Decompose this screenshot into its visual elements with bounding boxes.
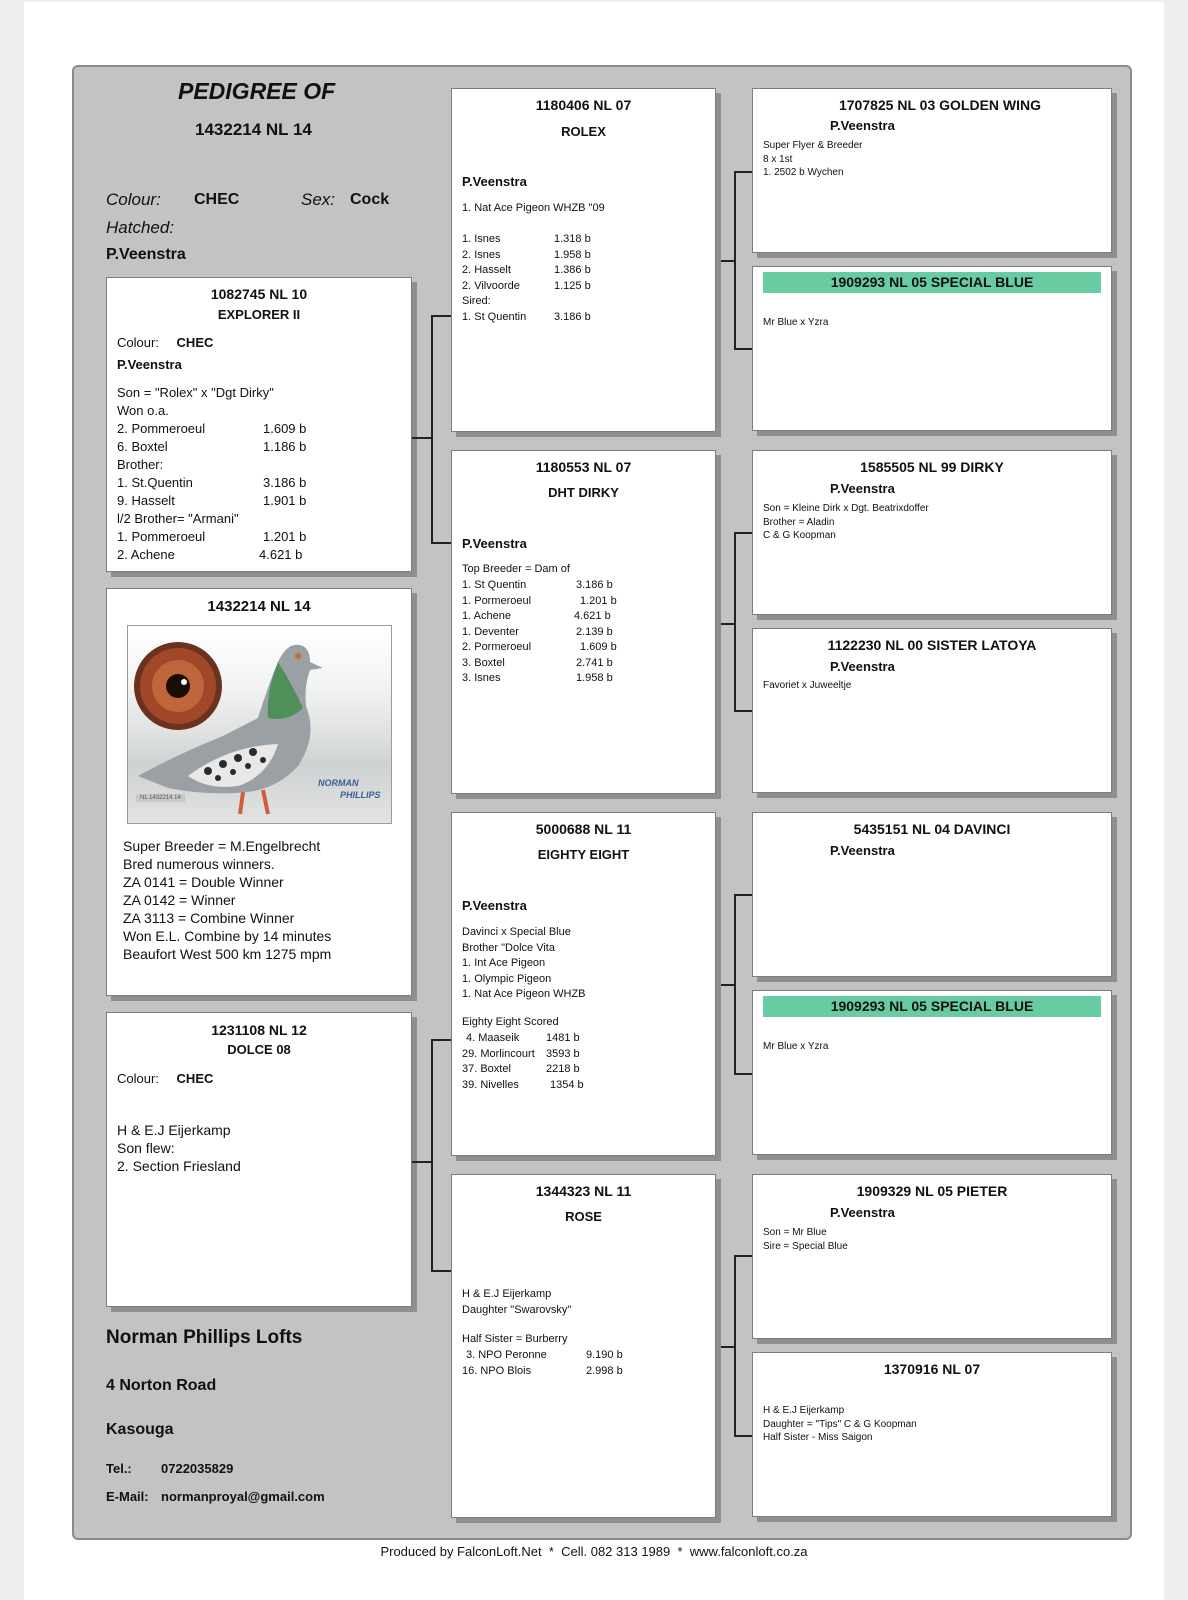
gen3-box-1 <box>752 88 1112 253</box>
ds-result-value: 1354 b <box>550 1078 584 1091</box>
sire-name: EXPLORER II <box>217 307 301 322</box>
ss-results <box>462 232 591 325</box>
sex-label: Sex: <box>301 190 336 209</box>
connector-line <box>431 542 451 544</box>
sire-result-place: 6. Boxtel <box>117 439 168 454</box>
gen3-note: Son = Mr Blue <box>763 1227 827 1238</box>
gen3-title: 1122230 NL 00 SISTER LATOYA <box>827 637 1037 653</box>
ds-breeder: P.Veenstra <box>462 898 527 913</box>
ds-result-place: 29. Morlincourt <box>462 1047 535 1060</box>
owner-email <box>106 1489 325 1504</box>
gen3-note: Mr Blue x Yzra <box>763 1041 829 1052</box>
dd-note: H & E.J Eijerkamp <box>462 1288 552 1300</box>
sd-line1: Top Breeder = Dam of <box>462 563 570 575</box>
footer-credit: Produced by FalconLoft.Net * Cell. 082 313 1989 * www.falconloft.co.za <box>380 1544 808 1559</box>
dam-sire-box <box>451 812 716 1156</box>
gen3-note: Favoriet x Juweeltje <box>763 680 852 691</box>
sire-result-value: 1.901 b <box>263 493 307 508</box>
sd-result-place: 3. Boxtel <box>462 656 505 669</box>
dam-box <box>106 1012 412 1307</box>
subject-ring: 1432214 NL 14 <box>195 120 312 139</box>
owner-address1: 4 Norton Road <box>106 1377 217 1394</box>
sd-result-value: 3.186 b <box>576 579 613 591</box>
gen3-note: Brother = Aladin <box>763 516 835 528</box>
sire-colour-label: Colour: <box>117 335 159 350</box>
sire-half-brother-label: l/2 Brother= "Armani" <box>117 511 239 526</box>
dd-note: Daughter "Swarovsky" <box>462 1303 572 1316</box>
ss-result-value: 1.386 b <box>554 264 591 276</box>
subject-box <box>106 588 412 996</box>
sire-result-value: 3.186 b <box>263 475 307 490</box>
sd-result-value: 2.139 b <box>576 625 613 638</box>
dd-name: ROSE <box>565 1209 602 1224</box>
subject-notes <box>123 837 331 963</box>
gen3-notes <box>763 139 863 180</box>
gen3-note: Super Flyer & Breeder <box>763 140 863 151</box>
gen3-box-4 <box>752 628 1112 793</box>
gen3-box-8 <box>752 1352 1112 1517</box>
sd-result-value: 4.621 b <box>574 610 611 622</box>
sire-result-value: 1.201 b <box>263 529 307 544</box>
sire-colour-value: CHEC <box>176 335 214 350</box>
dd-result-value: 2.998 b <box>586 1364 623 1377</box>
gen3-notes <box>763 1226 848 1253</box>
gen3-title: 5435151 NL 04 DAVINCI <box>853 821 1011 837</box>
connector-line <box>431 1270 451 1272</box>
connector-line <box>734 171 752 173</box>
dam-note: H & E.J Eijerkamp <box>117 1122 231 1138</box>
gen3-note: C & G Koopman <box>763 530 836 541</box>
watermark-top: NORMAN <box>318 778 359 788</box>
connector-line <box>412 437 432 439</box>
gen3-note: Daughter = "Tips" C & G Koopman <box>763 1418 917 1430</box>
owner-tel <box>106 1461 233 1476</box>
ds-result-value: 3593 b <box>546 1047 580 1060</box>
gen3-title: 1707825 NL 03 GOLDEN WING <box>838 97 1042 113</box>
sire-colour <box>117 335 213 350</box>
sex-value: Cock <box>350 191 390 208</box>
connector-line <box>431 315 433 543</box>
connector-line <box>734 894 736 1074</box>
subject-note: Beaufort West 500 km 1275 mpm <box>123 946 332 962</box>
gen3-title: 1370916 NL 07 <box>883 1361 981 1377</box>
ds-note: Davinci x Special Blue <box>462 926 571 938</box>
gen3-breeder: P.Veenstra <box>830 481 895 496</box>
connector-line <box>431 1039 451 1041</box>
gen3-title-highlight: 1909293 NL 05 SPECIAL BLUE <box>763 996 1101 1017</box>
gen3-note: Half Sister - Miss Saigon <box>763 1432 873 1443</box>
ss-result-value: 1.318 b <box>554 233 591 245</box>
gen3-note: H & E.J Eijerkamp <box>763 1405 845 1416</box>
connector-line <box>431 1039 433 1271</box>
page-title: PEDIGREE OF <box>178 78 336 104</box>
ds-note: 1. Int Ace Pigeon <box>462 957 546 969</box>
header-breeder: P.Veenstra <box>106 246 186 263</box>
gen3-breeder: P.Veenstra <box>830 118 895 133</box>
ds-notes <box>462 925 586 1003</box>
subject-note: Won E.L. Combine by 14 minutes <box>123 928 332 944</box>
ds-result-place: 39. Nivelles <box>462 1078 519 1091</box>
sd-result-value: 1.201 b <box>580 594 617 607</box>
connector-line <box>734 348 752 350</box>
ds-note: 1. Olympic Pigeon <box>462 972 552 985</box>
gen3-title: 1585505 NL 99 DIRKY <box>860 459 1004 475</box>
ds-result-value: 1481 b <box>546 1032 580 1044</box>
sire-result-place: 1. Pommeroeul <box>117 529 206 544</box>
dam-colour-label: Colour: <box>117 1071 159 1086</box>
hatched-label: Hatched: <box>106 218 175 237</box>
dam-dam-box <box>451 1174 716 1518</box>
owner-name: Norman Phillips Lofts <box>106 1327 303 1348</box>
dam-note: Son flew: <box>117 1140 175 1156</box>
gen3-box-7 <box>752 1174 1112 1339</box>
connector-line <box>716 1346 734 1348</box>
email-value: normanproyal@gmail.com <box>161 1489 325 1504</box>
connector-line <box>412 1161 432 1163</box>
sd-result-place: 2. Pormeroeul <box>462 641 532 653</box>
sire-sire-box <box>451 88 716 432</box>
dam-colour <box>117 1071 213 1086</box>
sd-result-value: 1.958 b <box>576 672 613 684</box>
gen3-note: 1. 2502 b Wychen <box>763 167 844 178</box>
ds-scored-label: Eighty Eight Scored <box>462 1016 559 1028</box>
connector-line <box>734 894 752 896</box>
sd-result-value: 1.609 b <box>580 641 617 653</box>
ds-result-value: 2218 b <box>546 1063 580 1075</box>
gen3-note: Sire = Special Blue <box>763 1240 848 1252</box>
ss-sired-label: Sired: <box>462 295 491 307</box>
sire-note: Son = "Rolex" x "Dgt Dirky" <box>117 385 274 400</box>
watermark-bottom: PHILLIPS <box>340 790 381 800</box>
dd-half-sister-label: Half Sister = Burberry <box>462 1333 568 1345</box>
gen3-box-6 <box>752 990 1112 1155</box>
gen3-notes <box>763 502 929 543</box>
photo-caption: NL 1432214 14 <box>136 794 185 802</box>
dam-name: DOLCE 08 <box>227 1042 291 1057</box>
connector-line <box>734 710 752 712</box>
subject-note: ZA 3113 = Combine Winner <box>123 910 295 926</box>
connector-line <box>716 984 734 986</box>
sire-result-place: 9. Hasselt <box>117 493 175 508</box>
sd-breeder: P.Veenstra <box>462 536 527 551</box>
sire-ring: 1082745 NL 10 <box>210 286 308 302</box>
sd-results <box>462 578 617 687</box>
sire-result-value: 4.621 b <box>259 547 303 562</box>
dam-ring: 1231108 NL 12 <box>211 1022 307 1038</box>
connector-line <box>734 1435 752 1437</box>
ss-result-place: 2. Vilvoorde <box>462 279 520 292</box>
ds-note: Brother "Dolce Vita <box>462 941 555 954</box>
sire-notes <box>117 384 402 564</box>
sire-breeder: P.Veenstra <box>117 357 182 372</box>
email-label: E-Mail: <box>106 1489 149 1504</box>
sd-name: DHT DIRKY <box>548 485 619 500</box>
subject-note: ZA 0141 = Double Winner <box>123 874 284 890</box>
gen3-breeder: P.Veenstra <box>830 659 895 674</box>
sd-result-place: 1. Deventer <box>462 625 519 638</box>
eye-icon <box>134 642 222 730</box>
sd-ring: 1180553 NL 07 <box>535 459 632 475</box>
dd-result-place: 3. NPO Peronne <box>466 1349 547 1361</box>
dd-results <box>462 1348 623 1379</box>
ss-result-place: 2. Hasselt <box>462 264 511 276</box>
ss-result-place: 1. St Quentin <box>462 310 527 323</box>
subject-note: ZA 0142 = Winner <box>123 892 236 908</box>
sire-box <box>106 277 412 572</box>
dd-result-place: 16. NPO Blois <box>462 1364 532 1377</box>
ss-breeder: P.Veenstra <box>462 174 527 189</box>
ss-name: ROLEX <box>561 124 606 139</box>
connector-line <box>734 1255 752 1257</box>
dam-note: 2. Section Friesland <box>117 1158 241 1174</box>
sd-result-place: 3. Isnes <box>462 672 501 684</box>
ds-results <box>462 1031 584 1093</box>
connector-line <box>734 1255 736 1436</box>
dam-notes <box>117 1121 241 1175</box>
ds-ring: 5000688 NL 11 <box>535 821 632 837</box>
ss-result-value: 1.125 b <box>554 279 591 292</box>
ss-ring: 1180406 NL 07 <box>535 97 632 113</box>
gen3-note: Mr Blue x Yzra <box>763 317 829 328</box>
sire-result-place: 2. Achene <box>117 547 175 562</box>
sire-result-value: 1.609 b <box>263 421 307 436</box>
tel-value: 0722035829 <box>161 1461 234 1476</box>
dd-notes <box>462 1287 571 1318</box>
ds-name: EIGHTY EIGHT <box>537 847 630 862</box>
ss-result-value: 3.186 b <box>554 310 591 323</box>
connector-line <box>716 623 734 625</box>
dam-colour-value: CHEC <box>176 1071 214 1086</box>
gen3-breeder: P.Veenstra <box>830 1205 895 1220</box>
gen3-title: 1909329 NL 05 PIETER <box>856 1183 1008 1199</box>
dd-result-value: 9.190 b <box>586 1349 623 1361</box>
connector-line <box>734 171 736 349</box>
dd-ring: 1344323 NL 11 <box>535 1183 632 1199</box>
colour-value: CHEC <box>194 191 240 208</box>
gen3-notes <box>763 1404 917 1445</box>
sd-result-place: 1. Achene <box>462 610 511 622</box>
ds-note: 1. Nat Ace Pigeon WHZB <box>462 988 586 1000</box>
connector-line <box>734 1073 752 1075</box>
gen3-title-highlight: 1909293 NL 05 SPECIAL BLUE <box>763 272 1101 293</box>
connector-line <box>716 260 734 262</box>
ds-result-place: 4. Maaseik <box>466 1032 520 1044</box>
gen3-box-3 <box>752 450 1112 615</box>
sire-brother-label: Brother: <box>117 457 164 472</box>
sire-result-place: 2. Pommeroeul <box>117 421 206 436</box>
subject-note: Super Breeder = M.Engelbrecht <box>123 838 321 854</box>
sire-result-place: 1. St.Quentin <box>117 475 193 490</box>
sd-result-place: 1. St Quentin <box>462 579 527 591</box>
sd-result-value: 2.741 b <box>576 656 613 669</box>
subject-box-ring: 1432214 NL 14 <box>207 598 311 615</box>
gen3-box-2 <box>752 266 1112 431</box>
ss-result-place: 2. Isnes <box>462 248 501 261</box>
connector-line <box>734 532 752 534</box>
gen3-note: Son = Kleine Dirk x Dgt. Beatrixdoffer <box>763 503 929 514</box>
colour-label: Colour: <box>106 190 161 209</box>
pigeon-photo <box>127 625 392 824</box>
connector-line <box>734 532 736 711</box>
sire-dam-box <box>451 450 716 794</box>
tel-label: Tel.: <box>106 1461 132 1476</box>
gen3-breeder: P.Veenstra <box>830 843 895 858</box>
sd-result-place: 1. Pormeroeul <box>462 594 532 607</box>
ss-result-place: 1. Isnes <box>462 233 501 245</box>
connector-line <box>431 315 451 317</box>
ds-result-place: 37. Boxtel <box>462 1063 511 1075</box>
ss-result-value: 1.958 b <box>554 248 591 261</box>
ss-line1: 1. Nat Ace Pigeon WHZB "09 <box>462 202 605 214</box>
sire-result-value: 1.186 b <box>263 439 307 454</box>
subject-note: Bred numerous winners. <box>123 856 275 872</box>
owner-address2: Kasouga <box>106 1421 174 1438</box>
gen3-note: 8 x 1st <box>763 153 793 165</box>
gen3-box-5 <box>752 812 1112 977</box>
sire-note: Won o.a. <box>117 403 169 418</box>
